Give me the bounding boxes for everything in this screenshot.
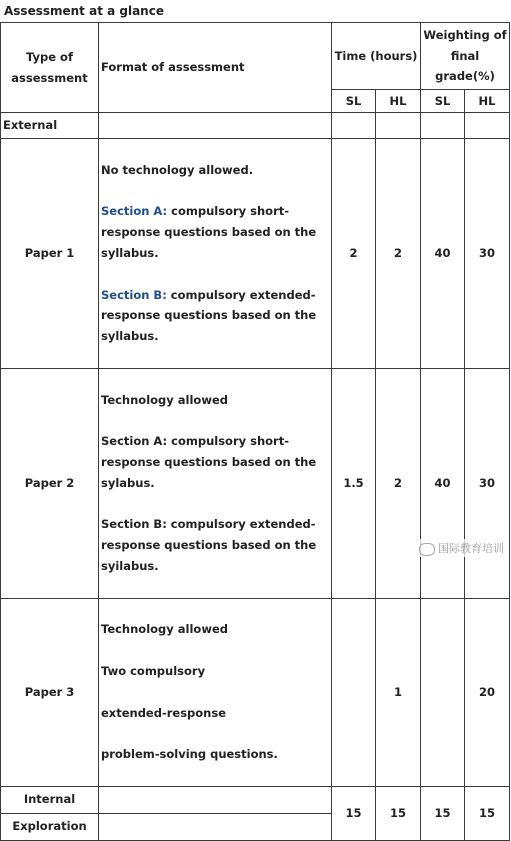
paper3-line4: problem-solving questions. bbox=[101, 747, 278, 762]
paper3-weight-hl: 20 bbox=[465, 598, 510, 786]
paper2-section-b: Section B: compulsory extended-response questions based on the syilabus. bbox=[101, 517, 317, 573]
internal-row bbox=[1, 786, 510, 813]
header-type: Type of assessment bbox=[1, 23, 99, 113]
header-weighting: Weighting of final grade(%) bbox=[421, 23, 510, 90]
internal-label: Internal bbox=[1, 786, 99, 813]
paper1-section-a-text: compulsory short-response questions based on the syllabus. bbox=[101, 204, 317, 260]
exploration-label: Exploration bbox=[1, 813, 99, 840]
subheader-time-sl: SL bbox=[332, 90, 376, 113]
paper3-time-hl: 1 bbox=[376, 598, 421, 786]
paper2-time-hl: 2 bbox=[376, 368, 421, 598]
paper3-weight-sl bbox=[421, 598, 465, 786]
paper3-format bbox=[99, 598, 332, 786]
watermark-text: 国际教育培训 bbox=[438, 542, 504, 555]
paper3-time-sl bbox=[332, 598, 376, 786]
page-title: Assessment at a glance bbox=[4, 4, 164, 18]
paper3-line2: Two compulsory bbox=[101, 663, 206, 678]
subheader-weight-sl: SL bbox=[421, 90, 465, 113]
paper1-section-b bbox=[101, 285, 329, 347]
subheader-weight-hl: HL bbox=[465, 90, 510, 113]
exploration-time-hl: 15 bbox=[376, 786, 421, 840]
paper1-section-b-text: compulsory extended-response questions based on the syllabus. bbox=[101, 287, 317, 344]
exploration-weight-hl: 15 bbox=[465, 786, 510, 840]
paper2-weight-sl: 40 bbox=[421, 368, 465, 598]
paper1-section-a-label: Section A: bbox=[101, 204, 168, 219]
header-format: Format of assessment bbox=[99, 23, 332, 113]
paper2-label: Paper 2 bbox=[1, 368, 99, 598]
paper2-section-a: Section A: compulsory short-response questions based on the sylabus. bbox=[101, 434, 317, 490]
header-time: Time (hours) bbox=[332, 23, 421, 90]
paper1-weight-sl: 40 bbox=[421, 139, 465, 369]
paper3-line3: extended-response bbox=[101, 705, 227, 720]
paper1-line1: No technology allowed. bbox=[101, 162, 254, 177]
paper3-row bbox=[1, 598, 510, 786]
paper1-row bbox=[1, 139, 510, 369]
header-row bbox=[1, 23, 510, 90]
exploration-time-sl: 15 bbox=[332, 786, 376, 840]
paper1-time-hl: 2 bbox=[376, 139, 421, 369]
paper2-format bbox=[99, 368, 332, 598]
paper2-row bbox=[1, 368, 510, 598]
paper3-label: Paper 3 bbox=[1, 598, 99, 786]
paper2-time-sl: 1.5 bbox=[332, 368, 376, 598]
paper1-section-b-label: Section B: bbox=[101, 287, 167, 302]
paper1-time-sl: 2 bbox=[332, 139, 376, 369]
external-label: External bbox=[1, 113, 99, 139]
watermark bbox=[416, 539, 507, 557]
assessment-table bbox=[0, 22, 510, 841]
paper1-label: Paper 1 bbox=[1, 139, 99, 369]
paper1-section-a bbox=[101, 201, 329, 263]
wechat-icon bbox=[419, 543, 435, 556]
subheader-time-hl: HL bbox=[376, 90, 421, 113]
paper2-line1: Technology allowed bbox=[101, 392, 228, 407]
external-row bbox=[1, 113, 510, 139]
paper3-line1: Technology allowed bbox=[101, 622, 228, 637]
paper1-weight-hl: 30 bbox=[465, 139, 510, 369]
paper2-weight-hl: 30 bbox=[465, 368, 510, 598]
exploration-weight-sl: 15 bbox=[421, 786, 465, 840]
paper1-format bbox=[99, 139, 332, 369]
